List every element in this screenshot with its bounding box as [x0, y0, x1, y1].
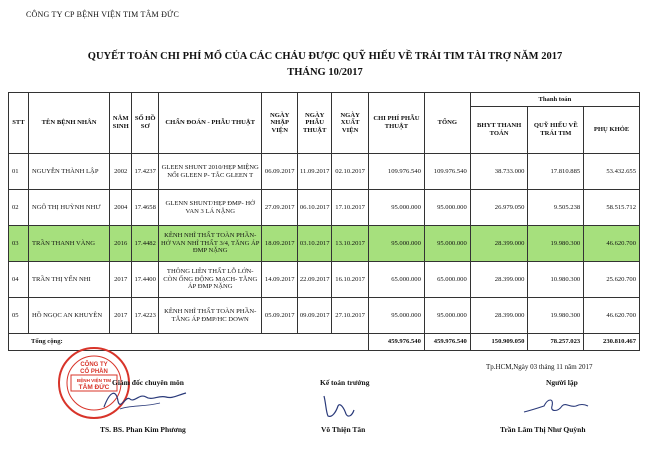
- cell-stt: 01: [9, 154, 29, 190]
- cell-admit: 14.09.2017: [262, 262, 298, 298]
- left-signature-scribble: [100, 385, 190, 415]
- cell-fund: 9.505.238: [528, 190, 584, 226]
- cell-insurance: 28.399.000: [470, 226, 528, 262]
- cell-name: NGUYỄN THÀNH LẬP: [28, 154, 109, 190]
- header-name: TÊN BỆNH NHÂN: [28, 93, 109, 154]
- totals-insurance: 150.909.050: [470, 334, 528, 351]
- header-year: NĂM SINH: [110, 93, 132, 154]
- cell-year: 2017: [110, 298, 132, 334]
- cell-cost: 95.000.000: [369, 190, 425, 226]
- cell-year: 2017: [110, 262, 132, 298]
- cell-surgery: 09.09.2017: [298, 298, 332, 334]
- cell-total: 95.000.000: [424, 298, 470, 334]
- header-surgery: NGÀY PHẪU THUẬT: [298, 93, 332, 154]
- cell-name: TRẦN THỊ YẾN NHI: [28, 262, 109, 298]
- totals-fund: 78.257.023: [528, 334, 584, 351]
- cell-discharge: 02.10.2017: [332, 154, 369, 190]
- signature-date: Tp.HCM,Ngày 03 tháng 11 năm 2017: [486, 363, 593, 371]
- cell-record: 17.4223: [132, 298, 159, 334]
- totals-other: 230.810.467: [584, 334, 640, 351]
- cell-insurance: 28.399.000: [470, 262, 528, 298]
- totals-total: 459.976.540: [424, 334, 470, 351]
- header-fund: QUỸ HIẾU VỀ TRÁI TIM: [528, 107, 584, 154]
- left-signer-name: TS. BS. Phan Kim Phương: [100, 425, 186, 434]
- cell-other: 25.620.700: [584, 262, 640, 298]
- cell-stt: 02: [9, 190, 29, 226]
- company-name: CÔNG TY CP BỆNH VIỆN TIM TÂM ĐỨC: [26, 10, 179, 19]
- cell-cost: 95.000.000: [369, 298, 425, 334]
- table-row: [9, 190, 640, 226]
- cell-stt: 04: [9, 262, 29, 298]
- cell-diagnosis: GLEEN SHUNT 2010/HẸP MIỆNG NỐI GLEEN P- TẮC GLEEN T: [159, 154, 262, 190]
- cell-cost: 109.976.540: [369, 154, 425, 190]
- left-signer-title: Giám đốc chuyên môn: [112, 378, 184, 387]
- table-row-highlighted: [9, 226, 640, 262]
- document-subtitle: THÁNG 10/2017: [287, 67, 363, 78]
- cell-fund: 17.810.885: [528, 154, 584, 190]
- cell-total: 95.000.000: [424, 226, 470, 262]
- cell-total: 109.976.540: [424, 154, 470, 190]
- cell-admit: 05.09.2017: [262, 298, 298, 334]
- cell-cost: 65.000.000: [369, 262, 425, 298]
- header-payment: Thanh toán: [470, 93, 639, 107]
- cell-record: 17.4237: [132, 154, 159, 190]
- cell-admit: 18.09.2017: [262, 226, 298, 262]
- cell-name: NGÔ THỊ HUỲNH NHƯ: [28, 190, 109, 226]
- header-record: SỐ HỒ SƠ: [132, 93, 159, 154]
- cell-fund: 19.980.300: [528, 226, 584, 262]
- cell-record: 17.4400: [132, 262, 159, 298]
- table-row: [9, 298, 640, 334]
- cell-stt: 05: [9, 298, 29, 334]
- cell-discharge: 27.10.2017: [332, 298, 369, 334]
- cell-cost: 95.000.000: [369, 226, 425, 262]
- header-admit: NGÀY NHẬP VIỆN: [262, 93, 298, 154]
- cell-discharge: 13.10.2017: [332, 226, 369, 262]
- cell-other: 46.620.700: [584, 298, 640, 334]
- middle-signer-name: Võ Thiện Tân: [321, 425, 366, 434]
- cell-record: 17.4658: [132, 190, 159, 226]
- right-signer-title: Người lập: [546, 378, 578, 387]
- middle-signature-scribble: [318, 392, 358, 420]
- cell-diagnosis: KÊNH NHĨ THẤT TOÀN PHẦN- HỞ VAN NHĨ THẤT 3/4, TĂNG ÁP ĐMP NẶNG: [159, 226, 262, 262]
- header-stt: STT: [9, 93, 29, 154]
- svg-text:TÂM ĐỨC: TÂM ĐỨC: [78, 384, 110, 391]
- cell-insurance: 28.399.000: [470, 298, 528, 334]
- cell-year: 2016: [110, 226, 132, 262]
- header-other: PHỤ KHỎE: [584, 107, 640, 154]
- cell-total: 65.000.000: [424, 262, 470, 298]
- cell-surgery: 22.09.2017: [298, 262, 332, 298]
- cell-record: 17.4482: [132, 226, 159, 262]
- cell-year: 2004: [110, 190, 132, 226]
- svg-text:CỔ PHẦN: CỔ PHẦN: [80, 369, 108, 375]
- cell-discharge: 17.10.2017: [332, 190, 369, 226]
- totals-label: Tổng cộng:: [9, 334, 369, 351]
- cell-surgery: 11.09.2017: [298, 154, 332, 190]
- cell-diagnosis: KÊNH NHĨ THẤT TOÀN PHẦN- TĂNG ÁP ĐMP/HC DOWN: [159, 298, 262, 334]
- cell-fund: 10.980.300: [528, 262, 584, 298]
- cell-diagnosis: GLENN SHUNT/HẸP ĐMP- HỞ VAN 3 LÁ NẶNG: [159, 190, 262, 226]
- svg-text:BỆNH VIỆN TIM: BỆNH VIỆN TIM: [76, 378, 112, 383]
- cell-insurance: 38.733.000: [470, 154, 528, 190]
- middle-signer-title: Kế toán trưởng: [320, 378, 370, 387]
- cell-other: 58.515.712: [584, 190, 640, 226]
- cell-admit: 06.09.2017: [262, 154, 298, 190]
- right-signer-name: Trần Lâm Thị Như Quỳnh: [500, 425, 586, 434]
- cell-insurance: 26.979.050: [470, 190, 528, 226]
- cell-name: HỒ NGỌC AN KHUYÊN: [28, 298, 109, 334]
- totals-cost: 459.976.540: [369, 334, 425, 351]
- cell-discharge: 16.10.2017: [332, 262, 369, 298]
- header-insurance: BHYT THANH TOÁN: [470, 107, 528, 154]
- settlement-table: [8, 92, 640, 351]
- cell-year: 2002: [110, 154, 132, 190]
- cell-fund: 19.980.300: [528, 298, 584, 334]
- table-row: [9, 262, 640, 298]
- cell-surgery: 06.10.2017: [298, 190, 332, 226]
- document-title: QUYẾT TOÁN CHI PHÍ MỔ CỦA CÁC CHÁU ĐƯỢC QUỸ HIẾU VỀ TRÁI TIM TÀI TRỢ NĂM 2017: [87, 51, 563, 62]
- cell-admit: 27.09.2017: [262, 190, 298, 226]
- right-signature-scribble: [520, 394, 590, 418]
- header-total: TỔNG: [424, 93, 470, 154]
- cell-diagnosis: THÔNG LIÊN THẤT LỖ LỚN- CÒN ỐNG ĐỘNG MẠCH- TĂNG ÁP ĐMP NẶNG: [159, 262, 262, 298]
- svg-text:CÔNG TY: CÔNG TY: [80, 362, 108, 368]
- cell-surgery: 03.10.2017: [298, 226, 332, 262]
- cell-other: 53.432.655: [584, 154, 640, 190]
- header-cost: CHI PHÍ PHẪU THUẬT: [369, 93, 425, 154]
- table-row: [9, 154, 640, 190]
- header-diagnosis: CHẨN ĐOÁN - PHẪU THUẬT: [159, 93, 262, 154]
- cell-other: 46.620.700: [584, 226, 640, 262]
- cell-total: 95.000.000: [424, 190, 470, 226]
- cell-name: TRẦN THANH VÀNG: [28, 226, 109, 262]
- header-discharge: NGÀY XUẤT VIỆN: [332, 93, 369, 154]
- cell-stt: 03: [9, 226, 29, 262]
